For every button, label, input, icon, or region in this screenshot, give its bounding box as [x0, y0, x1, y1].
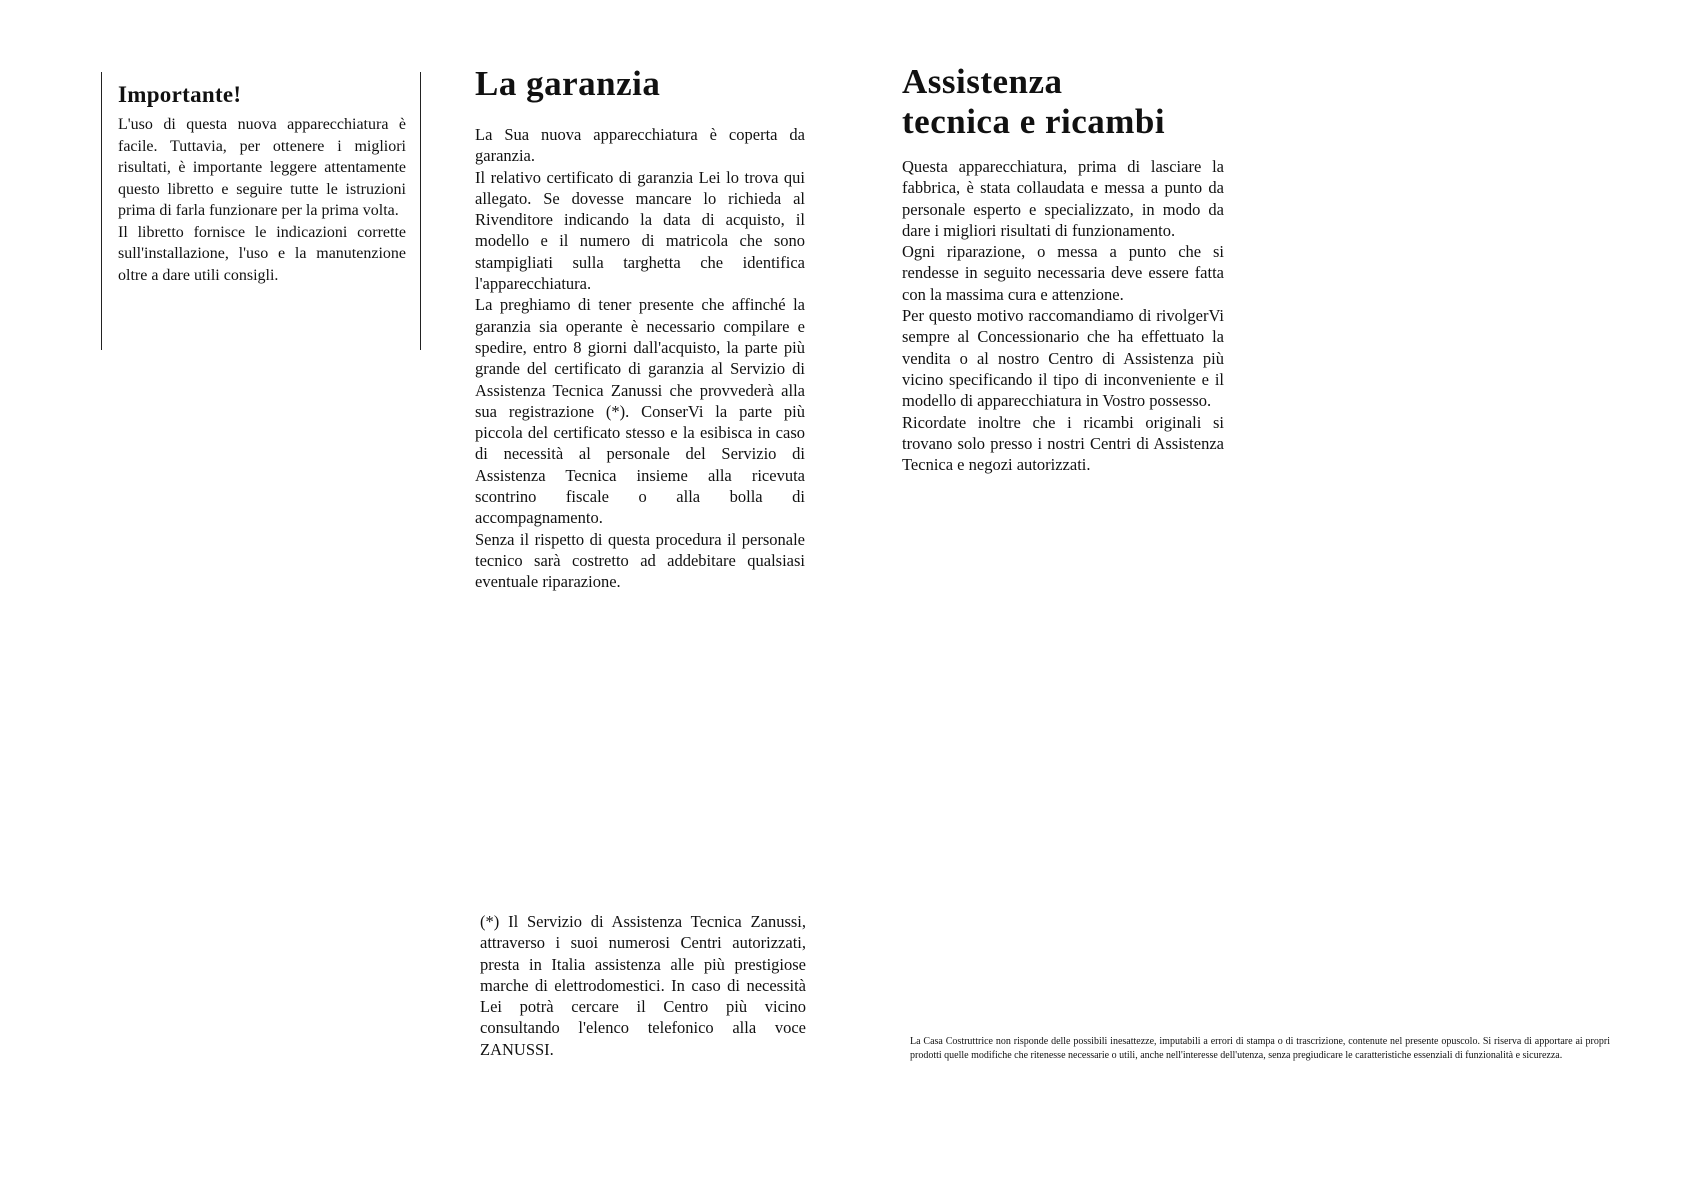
importante-paragraph: L'uso di questa nuova apparecchiatura è facile. Tuttavia, per ottenere i migliori risultati, è importante leggere attentamente questo libretto e seguire tutte le istruzioni prima di farla funzionare per la prima volta.: [118, 116, 406, 219]
assistenza-title-line2: tecnica e ricambi: [902, 102, 1166, 141]
assistenza-paragraph: Ricordate inoltre che i ricambi originali si trovano solo presso i nostri Centri di Assistenza Tecnica e negozi autorizzati.: [902, 412, 1224, 475]
disclaimer-text: La Casa Costruttrice non risponde delle possibili inesattezze, imputabili a errori di stampa o di trascrizione, contenute nel presente opuscolo. Si riserva di apportare ai propri prodotti quelle modifiche che ritenesse necessarie o utili, anche nell'interesse dell'utenza, senza pregiudicare le caratteristiche essenziali di funzionalità e sicurezza.: [910, 1036, 1610, 1061]
assistenza-section: [902, 62, 1224, 475]
assistenza-paragraph: Ogni riparazione, o messa a punto che si rendesse in seguito necessaria deve essere fatta con la massima cura e attenzione.: [902, 242, 1224, 304]
garanzia-paragraph: Il relativo certificato di garanzia Lei lo trova qui allegato. Se dovesse mancare lo richieda al Rivenditore indicando la data di acquisto, il modello e il numero di matricola che sono stampigliati sulla targhetta che identifica l'apparecchiatura.: [475, 167, 805, 294]
assistenza-body: [902, 156, 1224, 475]
footnote-text: (*) Il Servizio di Assistenza Tecnica Zanussi, attraverso i suoi numerosi Centri autorizzati, presta in Italia assistenza alle più prestigiose marche di elettrodomestici. In caso di necessità Lei potrà cercare il Centro più vicino consultando l'elenco telefonico alla voce ZANUSSI.: [480, 912, 806, 1059]
assistenza-title-line1: Assistenza: [902, 62, 1063, 101]
assistenza-title: [902, 62, 1224, 142]
importante-title: Importante!: [118, 82, 242, 107]
importante-paragraph: Il libretto fornisce le indicazioni corrette sull'installazione, l'uso e la manutenzione oltre a dare utili consigli.: [118, 223, 406, 284]
garanzia-body: [475, 124, 805, 593]
disclaimer: [910, 1035, 1610, 1063]
garanzia-paragraph: La Sua nuova apparecchiatura è coperta da garanzia.: [475, 125, 805, 166]
garanzia-footnote: [480, 911, 806, 1060]
garanzia-title: La garanzia: [475, 64, 661, 103]
garanzia-section: [475, 64, 805, 593]
assistenza-paragraph: Questa apparecchiatura, prima di lasciare la fabbrica, è stata collaudata e messa a punto da personale esperto e specializzato, in modo da dare i migliori risultati di funzionamento.: [902, 157, 1224, 240]
garanzia-paragraph: La preghiamo di tener presente che affinché la garanzia sia operante è necessario compilare e spedire, entro 8 giorni dall'acquisto, la parte più grande del certificato di garanzia al Servizio di Assistenza Tecnica Zanussi che provvederà alla sua registrazione (*). ConserVi la parte più piccola del certificato stesso e la esibisca in caso di necessità al personale del Servizio di Assistenza Tecnica insieme alla ricevuta scontrino fiscale o alla bolla di accompagnamento.: [475, 295, 805, 528]
assistenza-paragraph: Per questo motivo raccomandiamo di rivolgerVi sempre al Concessionario che ha effettuato la vendita o al nostro Centro di Assistenza più vicino specificando il tipo di inconveniente e il modello di apparecchiatura in Vostro possesso.: [902, 306, 1224, 411]
importante-box: [101, 72, 421, 350]
garanzia-paragraph: Senza il rispetto di questa procedura il personale tecnico sarà costretto ad addebitare qualsiasi eventuale riparazione.: [475, 529, 805, 592]
